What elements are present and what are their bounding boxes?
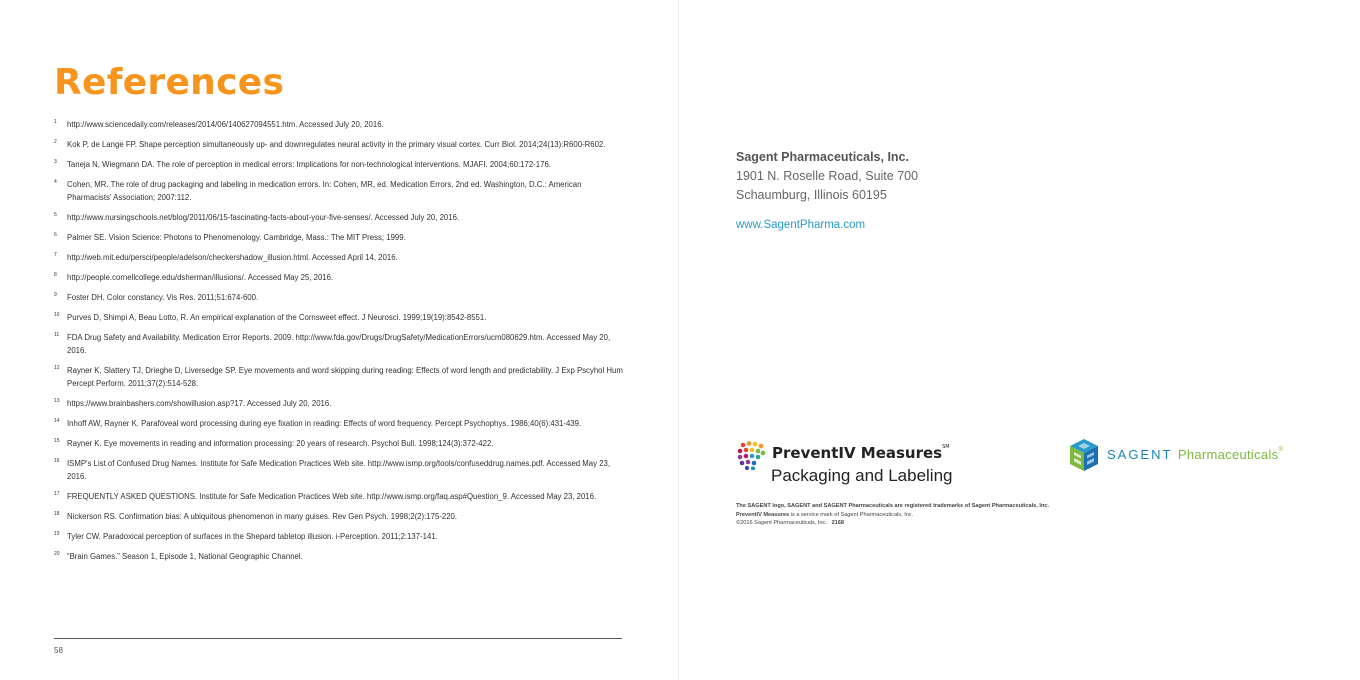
preventiv-dots-icon bbox=[736, 440, 766, 470]
reference-number: 16 bbox=[54, 458, 60, 464]
reference-number: 7 bbox=[54, 252, 57, 258]
right-page bbox=[678, 0, 1360, 680]
reference-text: http://web.mit.edu/persci/people/adelson/checkershadow_illusion.html. Accessed April 14, 2016. bbox=[67, 253, 398, 262]
reference-item bbox=[54, 211, 624, 224]
reference-text: http://www.sciencedaily.com/releases/2014/06/140627094551.htm. Accessed July 20, 2016. bbox=[67, 120, 384, 129]
reference-item bbox=[54, 457, 624, 483]
reference-text: Tyler CW. Paradoxical perception of surfaces in the Shepard tabletop illusion. i-Perception. 2011;2:137-141. bbox=[67, 532, 438, 541]
service-mark-text: is a service mark of Sagent Pharmaceuticals, Inc. bbox=[789, 511, 914, 518]
reference-text: FDA Drug Safety and Availability. Medication Error Reports. 2009. http://www.fda.gov/Drugs/DrugSafety/MedicationErrors/ucm080629.htm. Accessed May 20, 2016. bbox=[67, 333, 611, 355]
reference-number: 10 bbox=[54, 312, 60, 318]
reference-text: https://www.brainbashers.com/showillusion.asp?17. Accessed July 20, 2016. bbox=[67, 399, 332, 408]
reference-item bbox=[54, 530, 624, 543]
service-mark: SM bbox=[942, 444, 950, 450]
reference-text: Inhoff AW, Rayner K. Parafoveal word processing during eye fixation in reading: Effects of word frequency. Percept Psychophys. 1986;40(6):431-439. bbox=[67, 419, 582, 428]
reference-item bbox=[54, 178, 624, 204]
copyright-text: ©2016 Sagent Pharmaceuticals, Inc. bbox=[736, 520, 827, 527]
reference-text: “Brain Games.” Season 1, Episode 1, National Geographic Channel. bbox=[67, 552, 303, 561]
reference-item bbox=[54, 331, 624, 357]
reference-item bbox=[54, 311, 624, 324]
reference-item bbox=[54, 158, 624, 171]
reference-text: Rayner K, Slattery TJ, Drieghe D, Liversedge SP. Eye movements and word skipping during reading: Effects of word length and predictability. J Exp Pscyhol Hum Percept Perform. 2011;37(2):514-528. bbox=[67, 366, 623, 388]
reference-text: Palmer SE. Vision Science: Photons to Phenomenology. Cambridge, Mass.: The MIT Press; 1999. bbox=[67, 233, 406, 242]
reference-item bbox=[54, 138, 624, 151]
reference-number: 8 bbox=[54, 272, 57, 278]
sagent-cube-icon bbox=[1069, 438, 1099, 472]
preventiv-name-text: PreventIV Measures bbox=[772, 444, 943, 462]
preventiv-subtitle: Packaging and Labeling bbox=[771, 466, 953, 485]
reference-number: 2 bbox=[54, 139, 57, 145]
sagent-name: SAGENT bbox=[1107, 447, 1173, 462]
page-number: 58 bbox=[54, 646, 63, 655]
reference-item bbox=[54, 271, 624, 284]
reference-number: 15 bbox=[54, 438, 60, 444]
reference-list bbox=[54, 118, 624, 570]
reference-number: 13 bbox=[54, 398, 60, 404]
reference-text: http://people.cornellcollege.edu/dsherman/illusions/. Accessed May 25, 2016. bbox=[67, 273, 334, 282]
reference-item bbox=[54, 118, 624, 131]
reference-text: Nickerson RS. Confirmation bias: A ubiquitous phenomenon in many guises. Rev Gen Psych. 1998;2(2):175-220. bbox=[67, 512, 458, 521]
registered-mark: ® bbox=[1278, 447, 1285, 453]
reference-number: 5 bbox=[54, 212, 57, 218]
reference-item bbox=[54, 231, 624, 244]
company-name: Sagent Pharmaceuticals, Inc. bbox=[736, 150, 909, 164]
sagent-logo bbox=[1069, 438, 1309, 474]
reference-item bbox=[54, 397, 624, 410]
legal-notice bbox=[736, 502, 1156, 528]
reference-number: 4 bbox=[54, 179, 57, 185]
reference-item bbox=[54, 490, 624, 503]
reference-text: Rayner K. Eye movements in reading and information processing: 20 years of research. Psychol Bull. 1998;124(3):372-422. bbox=[67, 439, 494, 448]
reference-item bbox=[54, 251, 624, 264]
reference-text: Foster DH. Color constancy. Vis Res. 2011;51:674-600. bbox=[67, 293, 259, 302]
reference-item bbox=[54, 364, 624, 390]
reference-text: Cohen, MR. The role of drug packaging and labeling in medication errors. In: Cohen, MR, ed. Medication Errors, 2nd ed. Washington, D.C.: American Pharmacists' Association; 2007:112. bbox=[67, 180, 582, 202]
left-page bbox=[0, 0, 678, 680]
reference-number: 1 bbox=[54, 119, 57, 125]
sagent-pharmaceuticals: Pharmaceuticals bbox=[1177, 447, 1279, 462]
reference-number: 11 bbox=[54, 332, 60, 338]
reference-text: FREQUENTLY ASKED QUESTIONS. Institute for Safe Medication Practices Web site. http://www.ismp.org/faq.asp#Question_9. Accessed May 23, 2016. bbox=[67, 492, 597, 501]
reference-text: Purves D, Shimpi A, Beau Lotto, R. An empirical explanation of the Cornsweet effect. J Neurosci. 1999;19(19):8542-8551. bbox=[67, 313, 487, 322]
website-link[interactable]: www.SagentPharma.com bbox=[736, 219, 866, 231]
reference-number: 9 bbox=[54, 292, 57, 298]
reference-number: 6 bbox=[54, 232, 57, 238]
reference-number: 18 bbox=[54, 511, 60, 517]
company-address bbox=[736, 148, 918, 205]
reference-number: 14 bbox=[54, 418, 60, 424]
preventiv-name bbox=[772, 444, 950, 462]
reference-text: http://www.nursingschools.net/blog/2011/06/15-fascinating-facts-about-your-five-senses/. Accessed July 20, 2016. bbox=[67, 213, 460, 222]
reference-text: ISMP's List of Confused Drug Names. Institute for Safe Medication Practices Web site. http://www.ismp.org/tools/confuseddrug.names.pdf. Accessed May 23, 2016. bbox=[67, 459, 611, 481]
reference-number: 17 bbox=[54, 491, 60, 497]
reference-item bbox=[54, 437, 624, 450]
reference-item bbox=[54, 291, 624, 304]
footer-rule bbox=[54, 638, 622, 639]
preventiv-measures-logo bbox=[736, 438, 968, 490]
copyright-line bbox=[736, 519, 1156, 528]
sagent-wordmark bbox=[1107, 447, 1285, 462]
reference-text: Kok P, de Lange FP. Shape perception simultaneously up- and downregulates neural activity in the primary visual cortex. Curr Biol. 2014;24(13):R600-R602. bbox=[67, 140, 606, 149]
page-title: References bbox=[54, 62, 285, 103]
reference-text: Taneja N, Wiegmann DA. The role of perception in medical errors: Implications for non-technological interventions. MJAFI. 2004;60:172-176. bbox=[67, 160, 551, 169]
service-mark-name: PreventIV Measures bbox=[736, 511, 790, 518]
reference-item bbox=[54, 417, 624, 430]
reference-item bbox=[54, 510, 624, 523]
document-code: 2168 bbox=[831, 520, 845, 527]
reference-number: 12 bbox=[54, 365, 60, 371]
reference-item bbox=[54, 550, 624, 563]
reference-number: 20 bbox=[54, 551, 60, 557]
reference-number: 19 bbox=[54, 531, 60, 537]
address-line-2: Schaumburg, Illinois 60195 bbox=[736, 188, 887, 202]
reference-number: 3 bbox=[54, 159, 57, 165]
trademark-line: The SAGENT logo, SAGENT and SAGENT Pharmaceuticals are registered trademarks of Sagent Pharmaceuticals, Inc. bbox=[736, 503, 1050, 509]
address-line-1: 1901 N. Roselle Road, Suite 700 bbox=[736, 169, 919, 183]
service-mark-line bbox=[736, 511, 1156, 520]
